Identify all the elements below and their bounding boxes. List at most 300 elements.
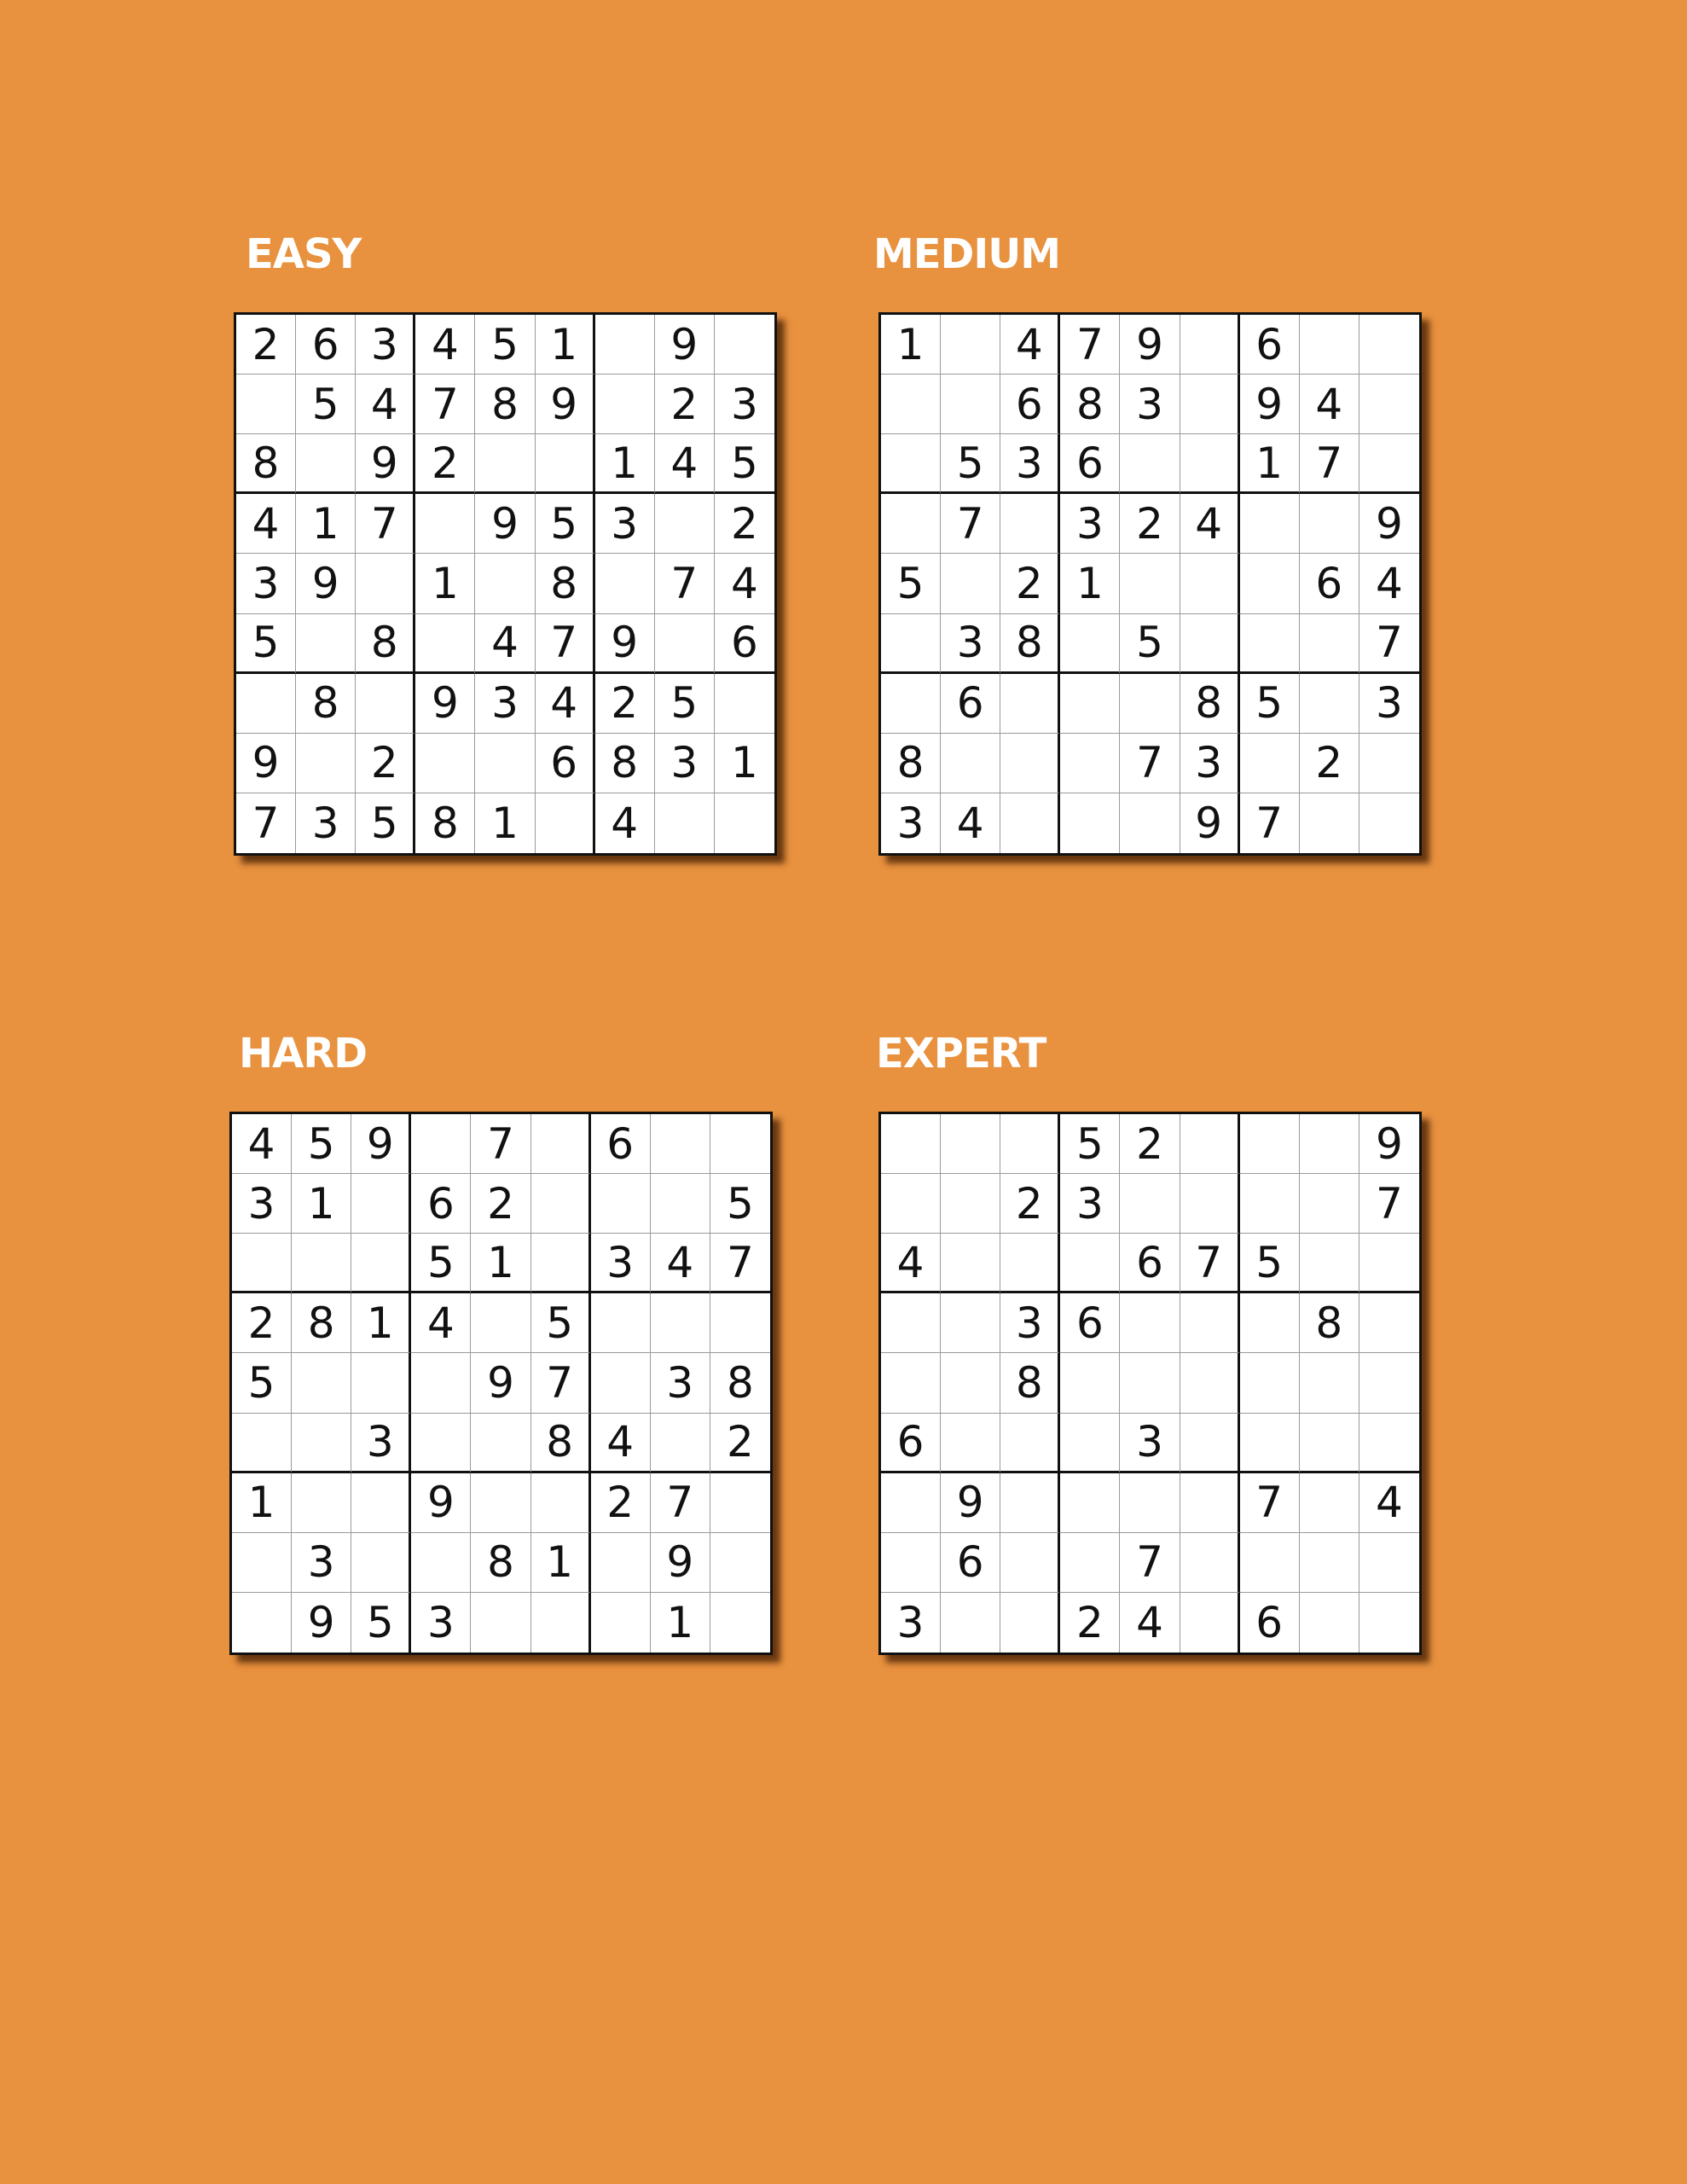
sudoku-cell: 4 (475, 614, 535, 674)
sudoku-cell (292, 1414, 351, 1473)
sudoku-cell: 5 (710, 1174, 770, 1234)
sudoku-cell (941, 1174, 1000, 1234)
sudoku-cell (715, 315, 774, 375)
sudoku-cell: 6 (1240, 1593, 1300, 1653)
sudoku-cell: 2 (232, 1293, 292, 1353)
sudoku-cell (715, 674, 774, 734)
sudoku-cell: 8 (471, 1533, 530, 1593)
sudoku-cell (1300, 614, 1359, 674)
sudoku-cell (1300, 793, 1359, 853)
sudoku-cell: 9 (415, 674, 475, 734)
sudoku-cell: 9 (475, 494, 535, 554)
sudoku-cell (1240, 614, 1300, 674)
sudoku-cell: 2 (415, 434, 475, 494)
sudoku-cell: 4 (715, 554, 774, 613)
sudoku-cell (651, 1293, 710, 1353)
sudoku-cell: 4 (1000, 315, 1060, 375)
sudoku-cell: 8 (1300, 1293, 1359, 1353)
sudoku-cell: 8 (536, 554, 595, 613)
sudoku-grid (878, 1112, 1422, 1655)
sudoku-cell (1359, 315, 1419, 375)
sudoku-cell (471, 1473, 530, 1533)
sudoku-cell: 9 (411, 1473, 471, 1533)
sudoku-cell (1180, 1593, 1240, 1653)
sudoku-cell (1180, 375, 1240, 434)
sudoku-cell (1120, 674, 1180, 734)
sudoku-cell: 4 (1120, 1593, 1180, 1653)
sudoku-cell: 1 (351, 1293, 411, 1353)
sudoku-cell: 3 (1120, 375, 1180, 434)
sudoku-cell: 9 (941, 1473, 1000, 1533)
sudoku-cell (415, 614, 475, 674)
sudoku-cell (1060, 674, 1120, 734)
sudoku-cell (1300, 494, 1359, 554)
sudoku-cell (471, 1414, 530, 1473)
sudoku-cell: 1 (715, 734, 774, 793)
sudoku-cell (292, 1473, 351, 1533)
sudoku-cell (881, 1353, 941, 1413)
sudoku-cell: 9 (1240, 375, 1300, 434)
sudoku-cell: 5 (475, 315, 535, 375)
sudoku-cell: 5 (232, 1353, 292, 1413)
sudoku-cell: 6 (1000, 375, 1060, 434)
sudoku-cell (591, 1174, 651, 1234)
sudoku-cell (655, 494, 715, 554)
sudoku-cell: 8 (475, 375, 535, 434)
sudoku-cell: 7 (471, 1114, 530, 1174)
sudoku-cell (1180, 1414, 1240, 1473)
sudoku-cell: 5 (1060, 1114, 1120, 1174)
sudoku-cell: 3 (356, 315, 415, 375)
sudoku-cell: 7 (710, 1234, 770, 1293)
sudoku-cell (595, 315, 655, 375)
sudoku-cell: 3 (651, 1353, 710, 1413)
sudoku-cell: 3 (1120, 1414, 1180, 1473)
sudoku-cell (1240, 1293, 1300, 1353)
sudoku-cell (475, 554, 535, 613)
sudoku-cell (1000, 1473, 1060, 1533)
sudoku-cell: 7 (655, 554, 715, 613)
sudoku-cell: 6 (1120, 1234, 1180, 1293)
sudoku-cell: 5 (536, 494, 595, 554)
sudoku-cell: 4 (591, 1414, 651, 1473)
sudoku-cell: 8 (296, 674, 356, 734)
sudoku-cell (1000, 1593, 1060, 1653)
sudoku-cell: 1 (536, 315, 595, 375)
sudoku-cell (1180, 1473, 1240, 1533)
sudoku-cell (1300, 674, 1359, 734)
sudoku-cell: 9 (356, 434, 415, 494)
sudoku-cell (1120, 434, 1180, 494)
sudoku-cell (595, 375, 655, 434)
sudoku-cell (471, 1293, 530, 1353)
sudoku-cell: 4 (881, 1234, 941, 1293)
sudoku-cell (1060, 793, 1120, 853)
sudoku-cell (1359, 1414, 1419, 1473)
sudoku-cell (1000, 1114, 1060, 1174)
sudoku-cell (941, 734, 1000, 793)
sudoku-cell (1120, 1293, 1180, 1353)
sudoku-cell (1240, 1353, 1300, 1413)
sudoku-cell: 5 (356, 793, 415, 853)
sudoku-cell (1120, 1174, 1180, 1234)
sudoku-cell (1300, 1593, 1359, 1653)
sudoku-cell (1359, 1593, 1419, 1653)
sudoku-cell: 9 (296, 554, 356, 613)
sudoku-cell (292, 1353, 351, 1413)
sudoku-cell: 7 (415, 375, 475, 434)
sudoku-cell: 8 (881, 734, 941, 793)
sudoku-cell: 5 (1240, 1234, 1300, 1293)
sudoku-cell: 9 (536, 375, 595, 434)
sudoku-cell: 2 (356, 734, 415, 793)
sudoku-cell (471, 1593, 530, 1653)
sudoku-cell: 6 (1300, 554, 1359, 613)
sudoku-cell (415, 734, 475, 793)
sudoku-cell: 1 (471, 1234, 530, 1293)
sudoku-cell (710, 1533, 770, 1593)
sudoku-cell (1180, 554, 1240, 613)
sudoku-cell (1000, 674, 1060, 734)
sudoku-cell: 2 (1000, 1174, 1060, 1234)
sudoku-cell: 5 (941, 434, 1000, 494)
sudoku-cell: 6 (715, 614, 774, 674)
sudoku-cell (881, 375, 941, 434)
sudoku-cell (1300, 1234, 1359, 1293)
sudoku-cell: 3 (1000, 434, 1060, 494)
sudoku-cell (881, 1473, 941, 1533)
sudoku-cell: 1 (475, 793, 535, 853)
sudoku-cell: 2 (1300, 734, 1359, 793)
sudoku-cell (655, 793, 715, 853)
sudoku-cell: 6 (941, 674, 1000, 734)
sudoku-cell: 2 (1120, 1114, 1180, 1174)
sudoku-cell (351, 1533, 411, 1593)
sudoku-cell (1060, 614, 1120, 674)
sudoku-cell (531, 1234, 591, 1293)
sudoku-cell (1300, 315, 1359, 375)
puzzle-title: MEDIUM (873, 230, 1060, 278)
sudoku-cell (1000, 1533, 1060, 1593)
sudoku-cell (1300, 1414, 1359, 1473)
sudoku-cell: 4 (1359, 554, 1419, 613)
sudoku-cell (1000, 793, 1060, 853)
sudoku-cell (351, 1234, 411, 1293)
sudoku-cell (232, 1234, 292, 1293)
sudoku-cell: 4 (1359, 1473, 1419, 1533)
sudoku-cell (292, 1234, 351, 1293)
sudoku-cell: 5 (1240, 674, 1300, 734)
sudoku-cell (1359, 375, 1419, 434)
sudoku-cell: 3 (236, 554, 296, 613)
sudoku-cell (531, 1593, 591, 1653)
sudoku-cell (1300, 1533, 1359, 1593)
sudoku-cell (1300, 1353, 1359, 1413)
sudoku-cell (1240, 494, 1300, 554)
sudoku-cell: 9 (1359, 494, 1419, 554)
sudoku-cell (1240, 1533, 1300, 1593)
sudoku-cell: 2 (595, 674, 655, 734)
sudoku-cell: 8 (415, 793, 475, 853)
sudoku-cell: 2 (1000, 554, 1060, 613)
sudoku-cell: 2 (1120, 494, 1180, 554)
sudoku-cell: 4 (356, 375, 415, 434)
sudoku-cell (591, 1353, 651, 1413)
sudoku-cell: 9 (1359, 1114, 1419, 1174)
sudoku-cell (1060, 1473, 1120, 1533)
sudoku-cell (941, 1593, 1000, 1653)
sudoku-cell: 2 (655, 375, 715, 434)
sudoku-cell: 4 (1300, 375, 1359, 434)
sudoku-cell: 3 (1180, 734, 1240, 793)
sudoku-cell: 2 (471, 1174, 530, 1234)
sudoku-cell (941, 1353, 1000, 1413)
sudoku-cell (1359, 1234, 1419, 1293)
sudoku-cell: 3 (351, 1414, 411, 1473)
sudoku-cell (236, 674, 296, 734)
sudoku-cell: 8 (710, 1353, 770, 1413)
sudoku-cell (296, 614, 356, 674)
sudoku-cell (881, 614, 941, 674)
sudoku-cell: 6 (591, 1114, 651, 1174)
sudoku-cell: 9 (292, 1593, 351, 1653)
sudoku-cell: 8 (1000, 614, 1060, 674)
sudoku-cell: 3 (591, 1234, 651, 1293)
sudoku-cell (1300, 1114, 1359, 1174)
sudoku-cell (1060, 1353, 1120, 1413)
sudoku-grid (878, 312, 1422, 856)
sudoku-cell: 4 (595, 793, 655, 853)
sudoku-cell (232, 1593, 292, 1653)
sudoku-cell (710, 1593, 770, 1653)
sudoku-cell (1300, 1174, 1359, 1234)
sudoku-cell (595, 554, 655, 613)
sudoku-cell (710, 1293, 770, 1353)
sudoku-cell: 9 (1180, 793, 1240, 853)
sudoku-cell: 5 (236, 614, 296, 674)
sudoku-cell: 7 (1180, 1234, 1240, 1293)
sudoku-cell (351, 1473, 411, 1533)
sudoku-cell: 5 (531, 1293, 591, 1353)
sudoku-cell: 6 (1060, 1293, 1120, 1353)
sudoku-cell (591, 1593, 651, 1653)
sudoku-cell: 1 (881, 315, 941, 375)
sudoku-cell (1000, 734, 1060, 793)
sudoku-cell: 6 (941, 1533, 1000, 1593)
sudoku-cell (236, 375, 296, 434)
sudoku-cell (531, 1174, 591, 1234)
sudoku-cell (411, 1114, 471, 1174)
sudoku-cell: 2 (591, 1473, 651, 1533)
sudoku-cell (591, 1533, 651, 1593)
sudoku-cell (1180, 1293, 1240, 1353)
sudoku-cell (411, 1414, 471, 1473)
sudoku-cell (1359, 1533, 1419, 1593)
sudoku-cell: 3 (881, 793, 941, 853)
sudoku-cell: 8 (356, 614, 415, 674)
sudoku-cell: 6 (296, 315, 356, 375)
sudoku-cell: 9 (595, 614, 655, 674)
sudoku-cell: 3 (411, 1593, 471, 1653)
sudoku-cell: 7 (1240, 1473, 1300, 1533)
sudoku-cell (1120, 1353, 1180, 1413)
sudoku-cell: 8 (292, 1293, 351, 1353)
sudoku-cell: 3 (1060, 494, 1120, 554)
sudoku-cell: 4 (941, 793, 1000, 853)
sudoku-cell (1359, 1353, 1419, 1413)
sudoku-cell (356, 674, 415, 734)
sudoku-cell: 3 (1000, 1293, 1060, 1353)
sudoku-cell (881, 674, 941, 734)
sudoku-cell: 5 (715, 434, 774, 494)
sudoku-cell: 4 (536, 674, 595, 734)
sudoku-cell (1180, 614, 1240, 674)
sudoku-cell: 7 (1060, 315, 1120, 375)
sudoku-cell: 5 (292, 1114, 351, 1174)
sudoku-cell (941, 1114, 1000, 1174)
sudoku-cell: 1 (595, 434, 655, 494)
sudoku-cell (1180, 1114, 1240, 1174)
sudoku-cell: 4 (232, 1114, 292, 1174)
sudoku-cell (1359, 793, 1419, 853)
sudoku-cell: 7 (236, 793, 296, 853)
sudoku-cell: 1 (415, 554, 475, 613)
sudoku-cell: 5 (351, 1593, 411, 1653)
sudoku-cell: 7 (1240, 793, 1300, 853)
sudoku-cell: 3 (1359, 674, 1419, 734)
sudoku-cell: 3 (941, 614, 1000, 674)
sudoku-cell (475, 734, 535, 793)
puzzle-easy (234, 230, 780, 862)
puzzle-expert (878, 1030, 1424, 1661)
sudoku-cell (881, 434, 941, 494)
sudoku-cell (1359, 1293, 1419, 1353)
sudoku-cell: 7 (1120, 734, 1180, 793)
sudoku-cell (1120, 1473, 1180, 1533)
sudoku-cell: 4 (655, 434, 715, 494)
puzzle-title: EASY (246, 230, 362, 278)
sudoku-cell (710, 1114, 770, 1174)
sudoku-cell: 8 (595, 734, 655, 793)
sudoku-cell (1060, 1234, 1120, 1293)
sudoku-cell (475, 434, 535, 494)
sudoku-cell (941, 1293, 1000, 1353)
sudoku-cell: 7 (531, 1353, 591, 1413)
sudoku-cell: 7 (356, 494, 415, 554)
sudoku-cell (655, 614, 715, 674)
sudoku-cell (1180, 1533, 1240, 1593)
sudoku-cell: 6 (1060, 434, 1120, 494)
sudoku-cell (1240, 734, 1300, 793)
sudoku-cell (1359, 734, 1419, 793)
sudoku-cell: 6 (536, 734, 595, 793)
sudoku-cell: 1 (292, 1174, 351, 1234)
sudoku-cell (1060, 734, 1120, 793)
sudoku-cell (232, 1533, 292, 1593)
sudoku-cell: 1 (296, 494, 356, 554)
sudoku-cell: 4 (651, 1234, 710, 1293)
sudoku-cell: 9 (1120, 315, 1180, 375)
puzzle-title: EXPERT (876, 1030, 1046, 1077)
sudoku-cell: 3 (292, 1533, 351, 1593)
sudoku-cell (881, 1293, 941, 1353)
sudoku-cell: 4 (1180, 494, 1240, 554)
sudoku-cell: 3 (655, 734, 715, 793)
sudoku-cell: 9 (651, 1533, 710, 1593)
sudoku-cell: 7 (941, 494, 1000, 554)
sudoku-cell: 8 (531, 1414, 591, 1473)
sudoku-cell (651, 1414, 710, 1473)
sudoku-cell (415, 494, 475, 554)
sudoku-cell: 2 (236, 315, 296, 375)
sudoku-cell (1060, 1414, 1120, 1473)
sudoku-cell: 5 (296, 375, 356, 434)
sudoku-cell (536, 434, 595, 494)
sudoku-cell (1000, 1234, 1060, 1293)
puzzle-medium (873, 230, 1424, 862)
sudoku-cell (881, 1114, 941, 1174)
sudoku-cell: 9 (236, 734, 296, 793)
sudoku-cell (1240, 554, 1300, 613)
sudoku-cell: 8 (236, 434, 296, 494)
sudoku-grid (229, 1112, 773, 1655)
sudoku-cell (351, 1353, 411, 1413)
puzzle-hard (229, 1030, 775, 1661)
sudoku-cell (411, 1533, 471, 1593)
sudoku-cell (1120, 793, 1180, 853)
sudoku-cell (591, 1293, 651, 1353)
sudoku-cell: 3 (1060, 1174, 1120, 1234)
sudoku-cell: 2 (710, 1414, 770, 1473)
sudoku-cell (1240, 1114, 1300, 1174)
sudoku-cell: 3 (881, 1593, 941, 1653)
sudoku-cell (1120, 554, 1180, 613)
sudoku-cell (881, 1174, 941, 1234)
sudoku-cell (1180, 1353, 1240, 1413)
sudoku-cell: 1 (232, 1473, 292, 1533)
sudoku-cell: 9 (655, 315, 715, 375)
sudoku-cell (941, 375, 1000, 434)
sudoku-cell (296, 434, 356, 494)
sudoku-cell (1240, 1414, 1300, 1473)
sudoku-cell (1240, 1174, 1300, 1234)
sudoku-cell (1180, 1174, 1240, 1234)
sudoku-cell: 4 (411, 1293, 471, 1353)
sudoku-cell (411, 1353, 471, 1413)
puzzle-title: HARD (239, 1030, 368, 1077)
sudoku-cell: 3 (595, 494, 655, 554)
sudoku-cell (351, 1174, 411, 1234)
sudoku-cell: 1 (1240, 434, 1300, 494)
sudoku-cell: 8 (1060, 375, 1120, 434)
sudoku-cell: 5 (411, 1234, 471, 1293)
sudoku-cell: 7 (651, 1473, 710, 1533)
sudoku-cell: 5 (881, 554, 941, 613)
sudoku-cell (941, 1234, 1000, 1293)
sudoku-cell: 2 (715, 494, 774, 554)
sudoku-cell: 7 (1359, 1174, 1419, 1234)
sudoku-cell (1180, 434, 1240, 494)
sudoku-cell (536, 793, 595, 853)
sudoku-cell (1180, 315, 1240, 375)
sudoku-cell (715, 793, 774, 853)
sudoku-cell (1060, 1533, 1120, 1593)
sudoku-cell: 6 (881, 1414, 941, 1473)
sudoku-cell: 2 (1060, 1593, 1120, 1653)
sudoku-cell: 9 (471, 1353, 530, 1413)
sudoku-cell: 9 (351, 1114, 411, 1174)
sudoku-cell (710, 1473, 770, 1533)
